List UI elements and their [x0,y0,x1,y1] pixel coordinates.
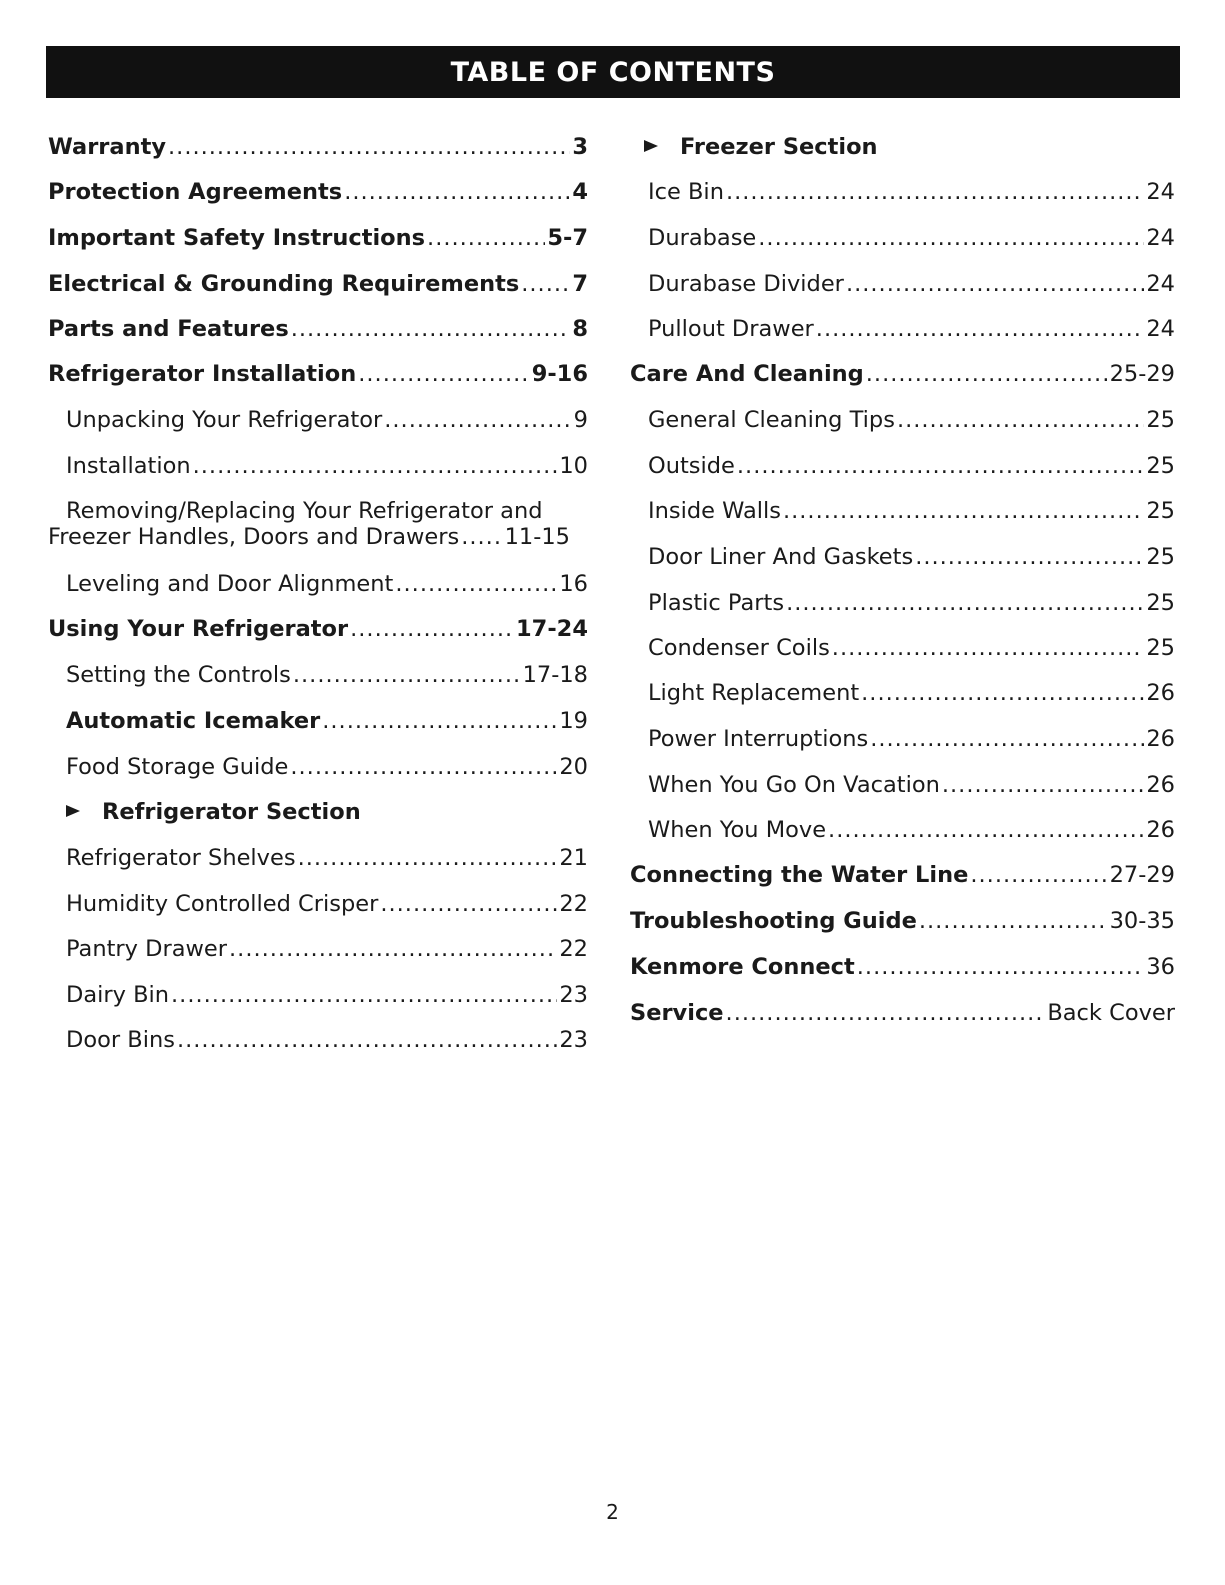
toc-entry-installation[interactable]: Installation ..... 10 [66,453,588,479]
toc-entry-ice-bin[interactable]: Ice Bin ..... 24 [648,179,1175,205]
toc-entry-care-cleaning[interactable]: Care And Cleaning ..... 25-29 [630,361,1175,387]
toc-entry-water-line[interactable]: Connecting the Water Line ..... 27-29 [630,862,1175,888]
triangle-right-icon [66,805,80,817]
toc-entry-safety-instructions[interactable]: Important Safety Instructions ..... 5-7 [48,225,588,251]
toc-entry-parts-features[interactable]: Parts and Features ..... 8 [48,316,588,342]
toc-entry-when-you-move[interactable]: When You Move ..... 26 [648,817,1175,843]
page-number: 2 [606,1500,619,1524]
toc-header [46,46,1180,98]
toc-entry-setting-controls[interactable]: Setting the Controls ..... 17-18 [66,662,588,688]
toc-entry-food-storage[interactable]: Food Storage Guide ..... 20 [66,754,588,780]
toc-entry-electrical-grounding[interactable]: Electrical & Grounding Requirements ..... 7 [48,271,588,297]
toc-entry-refrigerator-installation[interactable]: Refrigerator Installation ..... 9-16 [48,361,588,387]
toc-entry-service[interactable]: Service ..... Back Cover [630,1000,1175,1026]
toc-entry-pantry-drawer[interactable]: Pantry Drawer ..... 22 [66,936,588,962]
toc-entry-unpacking[interactable]: Unpacking Your Refrigerator ..... 9 [66,407,588,433]
toc-entry-durabase-divider[interactable]: Durabase Divider ..... 24 [648,271,1175,297]
toc-entry-removing-replacing[interactable]: Removing/Replacing Your Refrigerator and Freezer Handles, Doors and Drawers ..... 11-15 [66,498,588,550]
toc-entry-leveling[interactable]: Leveling and Door Alignment ..... 16 [66,571,588,597]
toc-entry-dairy-bin[interactable]: Dairy Bin ..... 23 [66,982,588,1008]
toc-entry-protection-agreements[interactable]: Protection Agreements ..... 4 [48,179,588,205]
toc-entry-automatic-icemaker[interactable]: Automatic Icemaker ..... 19 [66,708,588,734]
toc-entry-plastic-parts[interactable]: Plastic Parts ..... 25 [648,590,1175,616]
toc-entry-warranty[interactable]: Warranty ..... 3 [48,134,588,160]
toc-entry-kenmore-connect[interactable]: Kenmore Connect ..... 36 [630,954,1175,980]
toc-entry-power-interruptions[interactable]: Power Interruptions ..... 26 [648,726,1175,752]
triangle-right-icon [644,140,658,152]
toc-entry-refrigerator-shelves[interactable]: Refrigerator Shelves ..... 21 [66,845,588,871]
toc-entry-light-replacement[interactable]: Light Replacement ..... 26 [648,680,1175,706]
toc-entry-troubleshooting[interactable]: Troubleshooting Guide ..... 30-35 [630,908,1175,934]
toc-section-freezer: Freezer Section [644,134,878,160]
toc-entry-condenser-coils[interactable]: Condenser Coils ..... 25 [648,635,1175,661]
toc-entry-door-liner-gaskets[interactable]: Door Liner And Gaskets ..... 25 [648,544,1175,570]
toc-entry-humidity-crisper[interactable]: Humidity Controlled Crisper ..... 22 [66,891,588,917]
toc-section-refrigerator: Refrigerator Section [66,799,361,825]
toc-entry-durabase[interactable]: Durabase ..... 24 [648,225,1175,251]
toc-entry-outside[interactable]: Outside ..... 25 [648,453,1175,479]
toc-entry-door-bins[interactable]: Door Bins ..... 23 [66,1027,588,1053]
toc-entry-general-cleaning-tips[interactable]: General Cleaning Tips ..... 25 [648,407,1175,433]
toc-entry-using-refrigerator[interactable]: Using Your Refrigerator ..... 17-24 [48,616,588,642]
toc-title: TABLE OF CONTENTS [450,56,776,88]
toc-entry-vacation[interactable]: When You Go On Vacation ..... 26 [648,772,1175,798]
toc-entry-inside-walls[interactable]: Inside Walls ..... 25 [648,498,1175,524]
toc-entry-pullout-drawer[interactable]: Pullout Drawer ..... 24 [648,316,1175,342]
